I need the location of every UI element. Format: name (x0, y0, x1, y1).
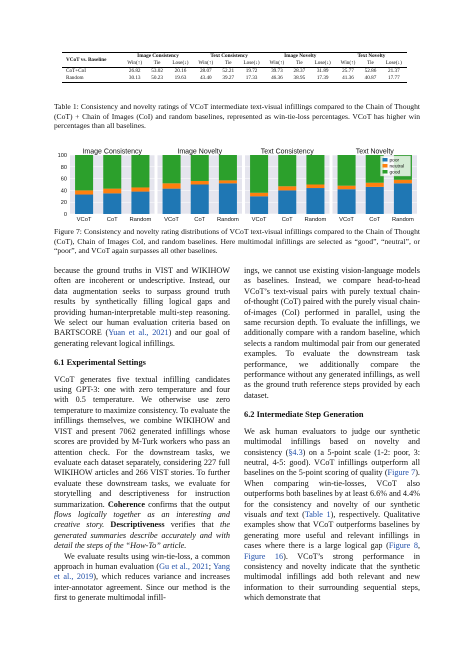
table-subheader: Tie (360, 60, 380, 68)
bar-segment-neutral (278, 186, 296, 190)
bar-segment-good (338, 155, 356, 186)
y-tick-label: 60 (60, 176, 67, 183)
bar-segment-poor (250, 196, 268, 214)
table-subheader: Win(↑) (265, 60, 289, 68)
bar-segment-good (219, 155, 237, 180)
panel-title: Text Novelty (355, 148, 394, 156)
bar-segment-neutral (163, 183, 181, 188)
table-subheader: Win(↑) (194, 60, 218, 68)
bar-segment-neutral (366, 183, 384, 187)
bar-segment-poor (366, 187, 384, 214)
bar-segment-poor (191, 185, 209, 215)
bar-segment-neutral (250, 193, 268, 197)
bar-segment-good (250, 155, 268, 193)
table-cell: 21.37 (387, 68, 400, 74)
table-cell: 25.77 (342, 68, 354, 74)
table-cell: 50.23 (147, 75, 167, 83)
bar-segment-neutral (394, 180, 412, 184)
table-cell: 28.07 (199, 68, 212, 74)
table-cell: 31.89 (316, 68, 329, 74)
table-1 (62, 52, 407, 83)
table-group-header: Image Consistency (122, 53, 193, 61)
legend-label: good (389, 170, 401, 176)
bar-segment-neutral (131, 187, 149, 191)
x-tick-label: Random (216, 217, 239, 223)
legend-swatch (383, 170, 388, 174)
bar-segment-neutral (306, 185, 324, 189)
table-cell: 39.27 (218, 75, 238, 83)
y-tick-label: 20 (60, 200, 67, 207)
table-cell: 26.82 (128, 68, 141, 74)
right-column (244, 266, 420, 604)
bar-segment-poor (394, 183, 412, 214)
panel-title: Text Consistency (260, 148, 314, 156)
bar-segment-poor (75, 195, 93, 214)
panel-title: Image Novelty (177, 148, 223, 156)
bar-segment-poor (278, 190, 296, 214)
bar-segment-poor (306, 188, 324, 214)
y-tick-label: 40 (60, 188, 67, 195)
table-cell: 19.63 (167, 75, 193, 83)
table-subheader: Win(↑) (336, 60, 360, 68)
paragraph: because the ground truths in VIST and WIKIHOW often are incoherent or undescriptive. Instead, our data augmentation seeks to surpass ground truth results by synthetically filling logical gaps and providing human-interpretable multi-step reasoning. We select our human evaluation criteria based on BARTSCORE (Yuan et al., 2021) and our goal of generating relevant logical infillings. (54, 266, 230, 348)
table-cell: 30.13 (122, 75, 146, 83)
x-tick-label: VCoT (251, 217, 267, 223)
table-cell: 43.40 (194, 75, 218, 83)
table-cell: 38.95 (289, 75, 309, 83)
section-heading-6-2: 6.2 Intermediate Step Generation (244, 410, 364, 420)
x-tick-label: Random (304, 217, 327, 223)
table-cell: 40.87 (360, 75, 380, 83)
x-tick-label: CoT (106, 217, 118, 223)
figure-ref-link[interactable]: Figure 8 (388, 541, 418, 551)
bar-segment-poor (163, 189, 181, 214)
table-cell: 17.39 (310, 75, 336, 83)
figure-ref-link[interactable]: Figure 7 (387, 468, 416, 478)
bar-segment-poor (103, 193, 121, 214)
figure-7-caption: Figure 7: Consistency and novelty rating distributions of VCoT text-visual infillings compared to the Chain of Thought (CoT), Chain of Images CoI, and random baselines. Here multimodal infillings are selected as “good”, “neutral”, or “poor”, and VCoT again surpasses all other baselines. (54, 227, 420, 256)
bar-segment-neutral (219, 180, 237, 183)
table-group-header: Text Consistency (194, 53, 265, 61)
table-subheader: Lose(↓) (238, 60, 264, 68)
bar-segment-good (163, 155, 181, 183)
citation-link[interactable]: Yang et al., 2019 (54, 561, 230, 582)
paragraph: We evaluate results using win-tie-loss, a common approach in human evaluation (Gu et al., 2021; Yang et al., 2019), which reduces variance and increases inter-annotator agreement. Since our method is the first to generate multimodal infill- (54, 551, 230, 603)
bar-segment-good (75, 155, 93, 190)
section-ref-link[interactable]: §4.3 (288, 447, 303, 457)
bar-segment-poor (338, 189, 356, 214)
x-tick-label: CoT (369, 217, 381, 223)
citation-link[interactable]: Gu et al., 2021 (159, 561, 209, 571)
table-subheader: Tie (289, 60, 309, 68)
table-group-header: Image Novelty (265, 53, 336, 61)
table-row-label: Random (62, 75, 122, 83)
table-cell: 20.16 (174, 68, 187, 74)
table-subheader: Tie (218, 60, 238, 68)
panel-title: Image Consistency (82, 148, 143, 156)
x-tick-label: VCoT (164, 217, 179, 223)
y-tick-label: 0 (63, 212, 67, 218)
table-cell: 53.02 (151, 68, 163, 74)
bar-segment-neutral (103, 189, 121, 194)
table-subheader: Lose(↓) (381, 60, 407, 68)
bar-segment-neutral (191, 181, 209, 185)
table-group-header: Text Novelty (336, 53, 407, 61)
figure-7-chart (54, 147, 420, 224)
table-row (62, 68, 407, 76)
bar-segment-good (278, 155, 296, 186)
table-cell: 46.36 (265, 75, 289, 83)
table-cell: 52.86 (364, 68, 377, 74)
table-subheader: Tie (147, 60, 167, 68)
table-cell: 52.21 (222, 68, 235, 74)
bar-segment-good (131, 155, 149, 187)
figure-ref-link[interactable]: Figure 16 (244, 551, 284, 561)
table-subheader: Lose(↓) (310, 60, 336, 68)
table-cell: 39.73 (271, 68, 283, 74)
table-cell: 17.33 (238, 75, 264, 83)
table-cell: 19.72 (245, 68, 258, 74)
citation-link[interactable]: Yuan et al., 2021 (108, 328, 169, 338)
bar-segment-neutral (75, 190, 93, 194)
y-tick-label: 80 (60, 164, 67, 171)
paragraph: VCoT generates five textual infilling candidates using GPT-3: one with zero temperature and four with 0.5 temperature. We otherwise use zero temperature to maximize consistency. To evaluate the infillings themselves, we combine WIKIHOW and VIST and present 7062 generated infillings whose scores are provided by M-Turk workers who pass an attention check. For the downstream tasks, we evaluate each dataset separately, considering 227 full WIKIHOW articles and 266 VIST stories. To further evaluate these downstream tasks, we evaluate for storytelling and descriptiveness for instruction summarization. Coherence confirms that the output flows logically together as an interesting and creative story. Descriptiveness verifies that the generated summaries describe accurately and with detail the steps of the “How-To” article. (54, 374, 231, 551)
paragraph: ings, we cannot use existing vision-language models as baselines. Instead, we compare head-to-head VCoT’s text-visual pairs with purely textual chain-of-thought (CoT) paired with the purely visual chain-of-images (CoI) performed in parallel, using the same recursion depth. To evaluate the infillings, we additionally compare with a random baseline, which selects a random multimodal pair from our generated examples. To evaluate the downstream task performance, we additionally compare the performance without any generated infillings, as well as the ground truth reference steps provided by each dataset. (244, 266, 420, 400)
table-cell: 41.36 (336, 75, 360, 83)
bar-segment-neutral (338, 186, 356, 190)
bar-segment-good (103, 155, 121, 189)
table-subheader: Win(↑) (122, 60, 146, 68)
paragraph: We ask human evaluators to judge our synthetic multimodal infillings based on novelty and consistency (§4.3) on a 5-point scale (1-2: poor, 3: neutral, 4-5: good). VCoT infillings outperform all baselines on the 5-point scoring of quality (Figure 7). When comparing win-tie-losses, VCoT also outperforms both baselines by at least 6.6% and 4.4% for the consistency and novelty of our synthetic visuals and text (Table 1), respectively. Qualitative examples show that VCoT outperforms baselines by generating more useful and relevant infillings in cases where there is a large logical gap (Figure 8, Figure 16). VCoT’s strong performance in consistency and novelty indicate that the synthetic multimodal infillings add both relevant and new information to their surrounding sequential steps, which demonstrate that (244, 426, 420, 603)
section-heading-6-1: 6.1 Experimental Settings (54, 358, 146, 368)
bar-segment-poor (219, 183, 237, 214)
bar-segment-poor (131, 192, 149, 214)
table-subheader: Lose(↓) (167, 60, 193, 68)
legend-swatch (383, 158, 388, 162)
x-tick-label: CoT (194, 217, 206, 223)
table-cell: 28.37 (293, 68, 306, 74)
legend-label: poor (389, 158, 400, 164)
x-tick-label: VCoT (76, 217, 92, 223)
table-ref-link[interactable]: Table 1 (304, 509, 331, 519)
table-cell: 17.77 (381, 75, 407, 83)
legend-label: neutral (389, 164, 405, 170)
table-1-caption: Table 1: Consistency and novelty ratings of VCoT intermediate text-visual infillings compared to the Chain of Thought (CoT) + Chain of Images (CoI) and random baselines, represented as win-tie-loss percentages. VCoT has higher win percentages than all baselines. (54, 102, 420, 131)
x-tick-label: Random (391, 217, 414, 223)
x-tick-label: Random (129, 217, 152, 223)
bar-segment-good (191, 155, 209, 181)
table-row-label: CoT+CoI (66, 68, 86, 74)
x-tick-label: VCoT (339, 217, 354, 223)
legend-swatch (383, 164, 388, 168)
x-tick-label: CoT (281, 217, 293, 223)
bar-segment-good (306, 155, 324, 185)
table-row (62, 75, 407, 83)
table-row-header: VCoT vs. Baseline (62, 53, 122, 68)
y-tick-label: 100 (57, 153, 67, 159)
left-column (54, 266, 230, 604)
